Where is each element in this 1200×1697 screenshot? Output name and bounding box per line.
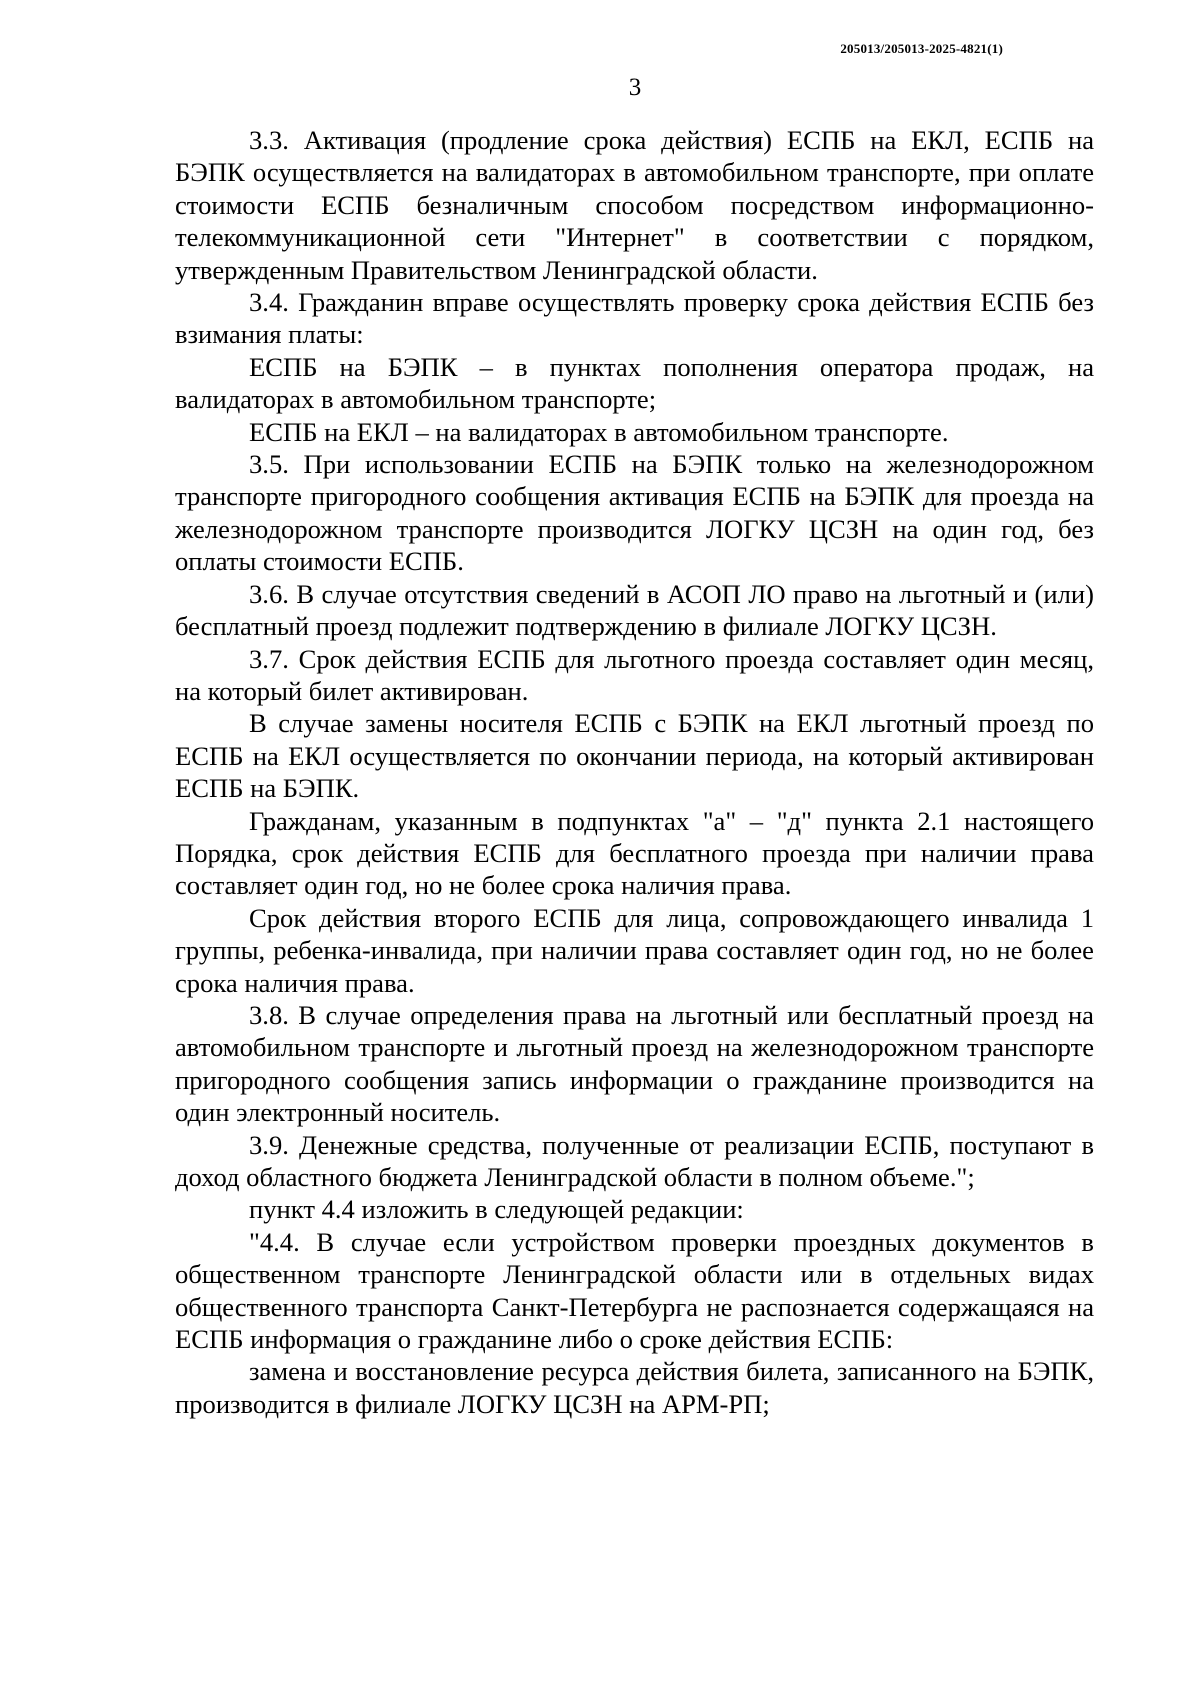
document-body — [175, 124, 1094, 1420]
paragraph-3-4-ekl: ЕСПБ на ЕКЛ – на валидаторах в автомобильном транспорте. — [249, 416, 949, 447]
paragraph-3-7-companion: Срок действия второго ЕСПБ для лица, сопровождающего инвалида 1 группы, ребенка-инвалида, при наличии права составляет один год, но не более срока наличия права. — [175, 902, 1094, 998]
paragraph-3-4: 3.4. Гражданин вправе осуществлять проверку срока действия ЕСПБ без взимания платы: — [175, 287, 1094, 350]
paragraph-3-6: 3.6. В случае отсутствия сведений в АСОП ЛО право на льготный и (или) бесплатный проезд подлежит подтверждению в филиале ЛОГКУ ЦСЗН. — [175, 578, 1094, 642]
paragraph-3-3: 3.3. Активация (продление срока действия) ЕСПБ на ЕКЛ, ЕСПБ на БЭПК осуществляется на валидаторах в автомобильном транспорте, при оплате стоимости ЕСПБ безналичным способом посредством информационно-телекоммуникационной сети "Интернет" в соответствии с порядком, утвержденным Правительством Ленинградской области. — [175, 125, 1094, 285]
paragraph-3-7: 3.7. Срок действия ЕСПБ для льготного проезда составляет один месяц, на который билет активирован. — [175, 643, 1094, 706]
paragraph-3-5: 3.5. При использовании ЕСПБ на БЭПК только на железнодорожном транспорте пригородного сообщения активация ЕСПБ на БЭПК для проезда на железнодорожном транспорте производится ЛОГКУ ЦСЗН на один год, без оплаты стоимости ЕСПБ. — [175, 449, 1094, 577]
paragraph-4-4: "4.4. В случае если устройством проверки проездных документов в общественном транспорте Ленинградской области или в отдельных видах общественного транспорта Санкт-Петербурга не распознается содержащаяся на ЕСПБ информация о гражданине либо о сроке действия ЕСПБ: — [175, 1226, 1094, 1355]
paragraph-3-8: 3.8. В случае определения права на льготный или бесплатный проезд на автомобильном транспорте и льготный проезд на железнодорожном транспорте пригородного сообщения запись информации о гражданине производится на один электронный носитель. — [175, 999, 1094, 1128]
paragraph-amendment-4-4: пункт 4.4 изложить в следующей редакции: — [249, 1194, 744, 1225]
paragraph-3-9: 3.9. Денежные средства, полученные от реализации ЕСПБ, поступают в доход областного бюджета Ленинградской области в полном объеме."; — [175, 1129, 1094, 1192]
paragraph-3-4-bepk: ЕСПБ на БЭПК – в пунктах пополнения оператора продаж, на валидаторах в автомобильном транспорте; — [175, 351, 1094, 415]
document-id: 205013/205013-2025-4821(1) — [840, 41, 1003, 56]
page-number: 3 — [628, 74, 642, 101]
paragraph-4-4-replacement: замена и восстановление ресурса действия билета, записанного на БЭПК, производится в филиале ЛОГКУ ЦСЗН на АРМ-РП; — [175, 1356, 1094, 1419]
paragraph-3-7-replacement: В случае замены носителя ЕСПБ с БЭПК на ЕКЛ льготный проезд по ЕСПБ на ЕКЛ осуществляется по окончании периода, на который активирован ЕСПБ на БЭПК. — [175, 708, 1094, 804]
paragraph-3-7-free-travel: Гражданам, указанным в подпунктах "а" – "д" пункта 2.1 настоящего Порядка, срок действия ЕСПБ для бесплатного проезда при наличии права составляет один год, но не более срока наличия права. — [175, 805, 1094, 901]
